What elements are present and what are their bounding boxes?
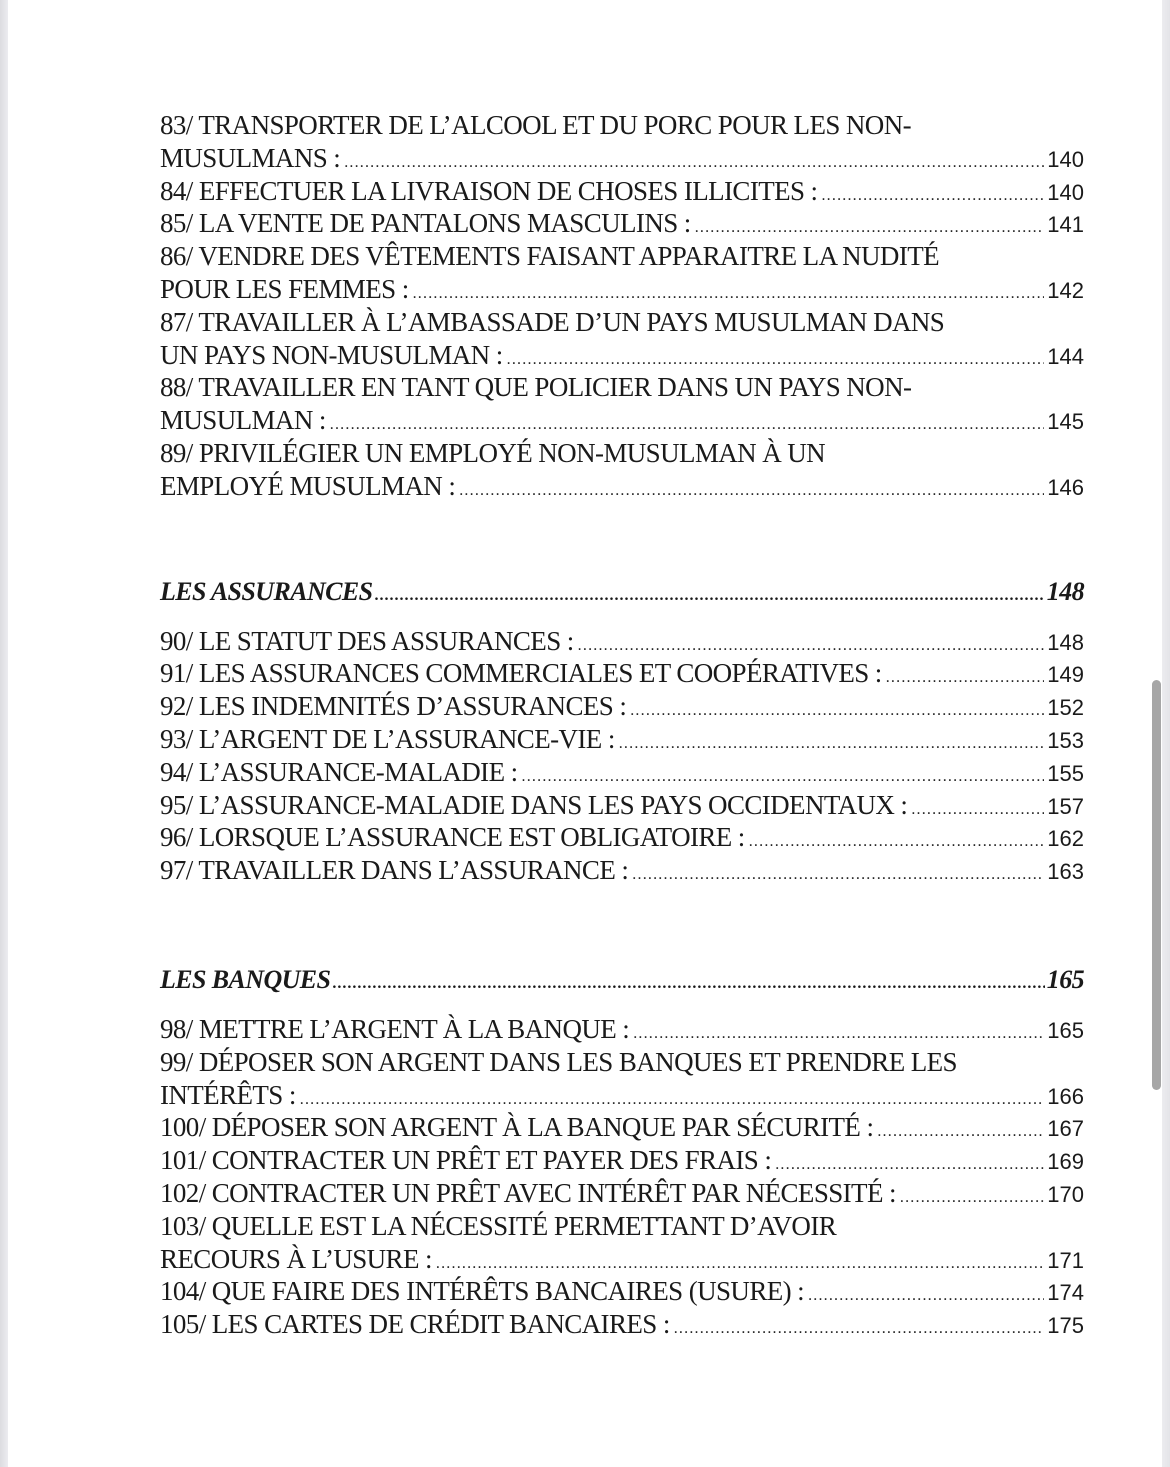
entry-title-text: 91/ LES ASSURANCES COMMERCIALES ET COOPÉRATIVES : [160, 658, 882, 689]
section-title: LES BANQUES [160, 964, 331, 994]
entry-title-text: RECOURS À L’USURE : [160, 1243, 432, 1274]
dot-leader [332, 975, 1044, 993]
dot-leader [630, 702, 1044, 720]
toc-entry-line [160, 176, 1084, 209]
dot-leader [344, 154, 1044, 172]
dot-leader [808, 1287, 1044, 1305]
toc-entry[interactable] [160, 1145, 1084, 1178]
toc-entry-line [160, 1244, 1084, 1277]
dot-leader [578, 637, 1045, 655]
toc-entry[interactable] [160, 626, 1084, 659]
section-title: LES ASSURANCES [160, 576, 373, 606]
toc-entry-line [160, 471, 1084, 504]
dot-leader [619, 735, 1045, 753]
toc-entry-line [160, 340, 1084, 373]
entry-page-number: 142 [1047, 277, 1084, 303]
entry-page-number: 171 [1047, 1247, 1084, 1273]
entry-page-number: 157 [1047, 793, 1084, 819]
dot-leader [300, 1091, 1045, 1109]
entry-page-number: 166 [1047, 1083, 1084, 1109]
entry-page-number: 163 [1047, 859, 1084, 885]
toc-entry[interactable] [160, 1211, 1084, 1277]
dot-leader [900, 1189, 1044, 1207]
left-edge-shadow [0, 0, 8, 1467]
entry-page-number: 149 [1047, 662, 1084, 688]
toc-entry-line [160, 372, 1084, 405]
entry-title-text: MUSULMANS : [160, 142, 341, 173]
entry-page-number: 145 [1047, 409, 1084, 435]
entry-page-number: 167 [1047, 1116, 1084, 1142]
dot-leader [877, 1123, 1044, 1141]
entry-title-text: 92/ LES INDEMNITÉS D’ASSURANCES : [160, 691, 627, 722]
toc-entry[interactable] [160, 1178, 1084, 1211]
toc-entry[interactable] [160, 438, 1084, 504]
dot-leader [695, 219, 1045, 237]
entry-page-number: 169 [1047, 1149, 1084, 1175]
entry-title-text: 96/ LORSQUE L’ASSURANCE EST OBLIGATOIRE : [160, 822, 745, 853]
toc-entry[interactable] [160, 1309, 1084, 1342]
entry-title-text: UN PAYS NON-MUSULMAN : [160, 339, 503, 370]
entry-page-number: 140 [1047, 146, 1084, 172]
toc-entry[interactable] [160, 822, 1084, 855]
entry-title-text: 89/ PRIVILÉGIER UN EMPLOYÉ NON-MUSULMAN À UN [160, 437, 826, 468]
toc-entry-line [160, 143, 1084, 176]
dot-leader [632, 866, 1044, 884]
toc-group-3 [160, 1014, 1084, 1342]
toc-entry-line [160, 241, 1084, 274]
toc-entry-line [160, 1309, 1084, 1342]
entry-page-number: 146 [1047, 474, 1084, 500]
toc-entry[interactable] [160, 110, 1084, 176]
toc-entry-line [160, 855, 1084, 888]
toc-entry[interactable] [160, 176, 1084, 209]
dot-leader [911, 801, 1044, 819]
dot-leader [436, 1255, 1044, 1273]
entry-page-number: 162 [1047, 826, 1084, 852]
dot-leader [633, 1025, 1044, 1043]
entry-title-text: 99/ DÉPOSER SON ARGENT DANS LES BANQUES ET PRENDRE LES [160, 1046, 957, 1077]
dot-leader [330, 416, 1045, 434]
entry-page-number: 141 [1047, 212, 1084, 238]
entry-page-number: 153 [1047, 727, 1084, 753]
toc-entry[interactable] [160, 757, 1084, 790]
toc-entry-line [160, 1276, 1084, 1309]
toc-entry[interactable] [160, 241, 1084, 307]
entry-title-text: EMPLOYÉ MUSULMAN : [160, 470, 456, 501]
entry-title-text: 102/ CONTRACTER UN PRÊT AVEC INTÉRÊT PAR NÉCESSITÉ : [160, 1177, 896, 1208]
toc-entry-line [160, 1112, 1084, 1145]
toc-entry[interactable] [160, 208, 1084, 241]
right-edge-track [1162, 0, 1170, 1467]
toc-entry-line [160, 438, 1084, 471]
toc-group-1 [160, 110, 1084, 504]
entry-title-text: 93/ L’ARGENT DE L’ASSURANCE-VIE : [160, 723, 615, 754]
entry-page-number: 174 [1047, 1280, 1084, 1306]
toc-entry[interactable] [160, 724, 1084, 757]
toc-entry-line [160, 757, 1084, 790]
entry-title-text: 98/ METTRE L’ARGENT À LA BANQUE : [160, 1013, 630, 1044]
entry-title-text: 95/ L’ASSURANCE-MALADIE DANS LES PAYS OCCIDENTAUX : [160, 789, 908, 820]
toc-entry-line [160, 274, 1084, 307]
toc-section-assurances[interactable] [160, 577, 1084, 610]
dot-leader [413, 285, 1045, 303]
entry-page-number: 175 [1047, 1313, 1084, 1339]
entry-page-number: 152 [1047, 695, 1084, 721]
toc-entry-line [160, 110, 1084, 143]
toc-entry-line [160, 626, 1084, 659]
toc-entry[interactable] [160, 691, 1084, 724]
toc-entry-line [160, 1178, 1084, 1211]
dot-leader [507, 351, 1045, 369]
entry-page-number: 155 [1047, 760, 1084, 786]
dot-leader [775, 1156, 1044, 1174]
toc-entry[interactable] [160, 372, 1084, 438]
toc-entry-line [160, 1047, 1084, 1080]
toc-entry-line [160, 658, 1084, 691]
toc-entry-line [160, 1014, 1084, 1047]
entry-page-number: 140 [1047, 179, 1084, 205]
vertical-scrollbar-thumb[interactable] [1152, 680, 1161, 1090]
section-page-number: 148 [1046, 576, 1084, 606]
entry-page-number: 144 [1047, 343, 1084, 369]
entry-title-text: 103/ QUELLE EST LA NÉCESSITÉ PERMETTANT D’AVOIR [160, 1210, 837, 1241]
entry-title-text: POUR LES FEMMES : [160, 273, 409, 304]
toc-entry-line [160, 405, 1084, 438]
dot-leader [749, 833, 1045, 851]
entry-title-text: 87/ TRAVAILLER À L’AMBASSADE D’UN PAYS MUSULMAN DANS [160, 306, 945, 337]
toc-entry-line [160, 307, 1084, 340]
entry-title-text: INTÉRÊTS : [160, 1079, 296, 1110]
toc-entry[interactable] [160, 307, 1084, 373]
toc-entry[interactable] [160, 1112, 1084, 1145]
entry-title-text: 100/ DÉPOSER SON ARGENT À LA BANQUE PAR SÉCURITÉ : [160, 1112, 874, 1143]
entry-title-text: 101/ CONTRACTER UN PRÊT ET PAYER DES FRAIS : [160, 1145, 772, 1176]
entry-page-number: 170 [1047, 1181, 1084, 1207]
toc-entry[interactable] [160, 855, 1084, 888]
entry-title-text: 105/ LES CARTES DE CRÉDIT BANCAIRES : [160, 1309, 670, 1340]
toc-entry-line [160, 1145, 1084, 1178]
dot-leader [821, 187, 1044, 205]
toc-entry-line [160, 691, 1084, 724]
entry-title-text: MUSULMAN : [160, 405, 326, 436]
entry-title-text: 104/ QUE FAIRE DES INTÉRÊTS BANCAIRES (USURE) : [160, 1276, 805, 1307]
entry-page-number: 165 [1047, 1017, 1084, 1043]
toc-section-banques[interactable] [160, 965, 1084, 998]
toc-entry-line [160, 1211, 1084, 1244]
toc-entry[interactable] [160, 790, 1084, 823]
toc-entry-line [160, 208, 1084, 241]
toc-group-2 [160, 626, 1084, 888]
entry-title-text: 83/ TRANSPORTER DE L’ALCOOL ET DU PORC POUR LES NON- [160, 110, 911, 140]
toc-entry[interactable] [160, 1014, 1084, 1047]
dot-leader [459, 482, 1044, 500]
dot-leader [886, 669, 1045, 687]
toc-entry-line [160, 790, 1084, 823]
dot-leader [374, 587, 1044, 605]
entry-title-text: 85/ LA VENTE DE PANTALONS MASCULINS : [160, 208, 691, 239]
entry-title-text: 86/ VENDRE DES VÊTEMENTS FAISANT APPARAITRE LA NUDITÉ [160, 241, 940, 272]
entry-title-text: 97/ TRAVAILLER DANS L’ASSURANCE : [160, 855, 629, 886]
entry-title-text: 84/ EFFECTUER LA LIVRAISON DE CHOSES ILLICITES : [160, 175, 818, 206]
table-of-contents [160, 110, 1084, 1342]
dot-leader [674, 1320, 1045, 1338]
entry-page-number: 148 [1047, 629, 1084, 655]
toc-entry[interactable] [160, 1047, 1084, 1113]
entry-title-text: 88/ TRAVAILLER EN TANT QUE POLICIER DANS UN PAYS NON- [160, 372, 912, 403]
toc-entry-line [160, 724, 1084, 757]
dot-leader [522, 768, 1045, 786]
entry-title-text: 90/ LE STATUT DES ASSURANCES : [160, 625, 574, 656]
entry-title-text: 94/ L’ASSURANCE-MALADIE : [160, 756, 518, 787]
toc-entry[interactable] [160, 1276, 1084, 1309]
toc-entry-line [160, 1080, 1084, 1113]
toc-entry-line [160, 822, 1084, 855]
section-page-number: 165 [1046, 964, 1084, 994]
toc-entry[interactable] [160, 658, 1084, 691]
